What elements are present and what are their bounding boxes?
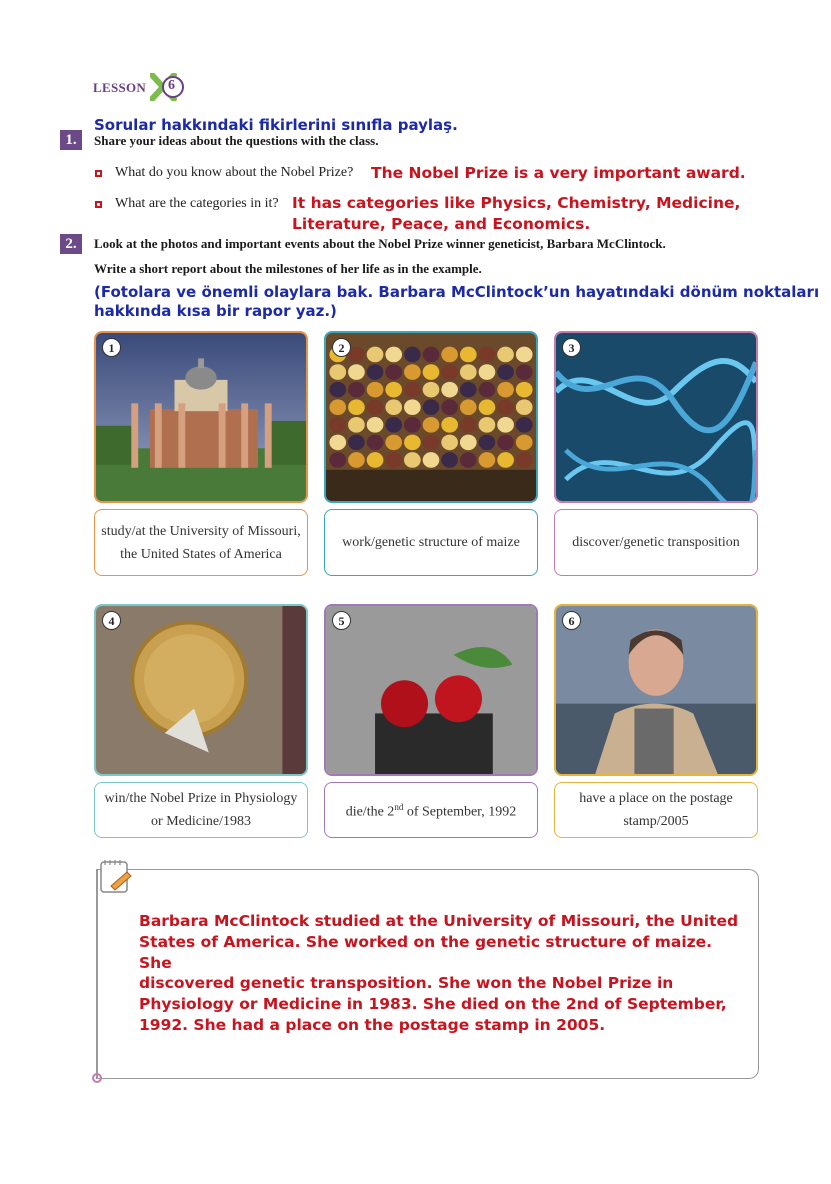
question-1: What do you know about the Nobel Prize? [115,165,354,180]
maize-kernel [441,347,458,363]
maize-kernel [385,347,402,363]
report-line: Barbara McClintock studied at the University of Missouri, the United [139,912,739,930]
card-caption: die/the 2nd of September, 1992 [324,782,538,838]
maize-kernel [497,347,514,363]
maize-kernel [367,347,384,363]
maize-kernel [441,417,458,433]
maize-kernel [367,364,384,380]
maize-kernel [404,364,421,380]
maize-kernel [404,347,421,363]
maize-kernel [516,364,533,380]
card-number: 6 [562,611,581,630]
report-line: Physiology or Medicine in 1983. She died on the 2nd of September, [139,995,727,1014]
maize-kernel [367,452,384,468]
maize-kernel [329,382,346,398]
maize-kernel [423,452,440,468]
maize-kernel [516,382,533,398]
maize-kernel [497,399,514,415]
maize-kernel [441,452,458,468]
section2-turkish-line1: (Fotolara ve önemli olaylara bak. Barbara McClintock’un hayatındaki dönüm noktaları [94,283,820,301]
maize-kernel [516,452,533,468]
section2-instruction-line1: Look at the photos and important events about the Nobel Prize winner geneticist, Barbara McClintock. [94,236,666,251]
maize-kernel [460,417,477,433]
nobel-medal-photo [94,604,308,776]
maize-kernel [441,399,458,415]
maize-kernel [441,382,458,398]
card-caption: win/the Nobel Prize in Physiology or Medicine/1983 [94,782,308,838]
answer-1: The Nobel Prize is a very important award. [371,164,746,182]
maize-kernel [497,417,514,433]
maize-kernel [460,435,477,451]
portrait-photo [554,604,758,776]
lesson-label: LESSON [93,80,147,95]
maize-kernel [423,417,440,433]
bullet-icon [95,170,102,177]
report-line: 1992. She had a place on the postage stamp in 2005. [139,1015,606,1034]
maize-kernel [404,382,421,398]
maize-kernel [479,417,496,433]
maize-kernel [460,399,477,415]
university-photo [94,331,308,503]
card-number: 5 [332,611,351,630]
maize-kernel [329,435,346,451]
maize-kernel [497,364,514,380]
lesson-number: 6 [168,78,175,93]
section2-number: 2. [60,234,82,254]
maize-kernel [348,364,365,380]
maize-kernel [460,452,477,468]
question-2: What are the categories in it? [115,196,279,211]
maize-kernel [385,399,402,415]
maize-kernel [367,382,384,398]
card-number: 2 [332,338,351,357]
answer-2-continued: Literature, Peace, and Economics. [292,215,591,233]
maize-kernel [497,382,514,398]
maize-kernel [460,382,477,398]
maize-kernel [367,399,384,415]
maize-kernel [497,435,514,451]
maize-kernel [329,399,346,415]
card-caption: discover/genetic transposition [554,509,758,576]
card-number: 3 [562,338,581,357]
report-dot-icon [92,1073,102,1083]
section1-turkish-heading: Sorular hakkındaki fikirlerini sınıfla paylaş. [94,116,458,134]
dna-photo [554,331,758,503]
maize-kernel [516,399,533,415]
maize-kernel [329,417,346,433]
maize-kernel [479,364,496,380]
card-caption: study/at the University of Missouri, the United States of America [94,509,308,576]
section2-turkish-line2: hakkında kısa bir rapor yaz.) [94,302,337,320]
maize-kernel [367,417,384,433]
maize-kernel [404,417,421,433]
maize-kernel [348,417,365,433]
maize-kernel [460,347,477,363]
card-caption: have a place on the postage stamp/2005 [554,782,758,838]
maize-kernel [516,435,533,451]
maize-kernel [441,364,458,380]
maize-kernel [516,417,533,433]
maize-kernel [423,435,440,451]
maize-kernel [479,382,496,398]
card-number: 1 [102,338,121,357]
maize-kernel [479,452,496,468]
section1-number: 1. [60,130,82,150]
section2-instruction-line2: Write a short report about the milestones of her life as in the example. [94,261,482,276]
maize-kernel [348,382,365,398]
maize-kernel [460,364,477,380]
report-text [139,911,749,1036]
report-line: States of America. She worked on the genetic structure of maize. She [139,932,713,972]
maize-kernel [404,435,421,451]
card-number: 4 [102,611,121,630]
maize-kernel [516,347,533,363]
bullet-icon [95,201,102,208]
maize-kernel [385,382,402,398]
lesson-number-badge [150,73,184,101]
maize-kernel [329,452,346,468]
maize-kernel [385,364,402,380]
maize-kernel [479,399,496,415]
maize-kernel [423,382,440,398]
maize-kernel [423,364,440,380]
maize-kernel [404,452,421,468]
maize-photo [324,331,538,503]
maize-kernel [348,452,365,468]
maize-kernel [423,399,440,415]
maize-kernel [385,435,402,451]
maize-kernel [367,435,384,451]
answer-2: It has categories like Physics, Chemistry, Medicine, [292,194,741,212]
maize-kernel [423,347,440,363]
roses-photo [324,604,538,776]
maize-kernel [497,452,514,468]
maize-kernel [385,417,402,433]
maize-kernel [348,399,365,415]
maize-kernel [479,435,496,451]
maize-kernel [404,399,421,415]
section1-instruction: Share your ideas about the questions with the class. [94,133,379,148]
notepad-pencil-icon [99,858,133,894]
maize-kernel [385,452,402,468]
maize-kernel [348,435,365,451]
maize-kernel [479,347,496,363]
maize-kernel [329,364,346,380]
maize-kernel [441,435,458,451]
report-line: discovered genetic transposition. She won the Nobel Prize in [139,974,674,993]
card-caption: work/genetic structure of maize [324,509,538,576]
